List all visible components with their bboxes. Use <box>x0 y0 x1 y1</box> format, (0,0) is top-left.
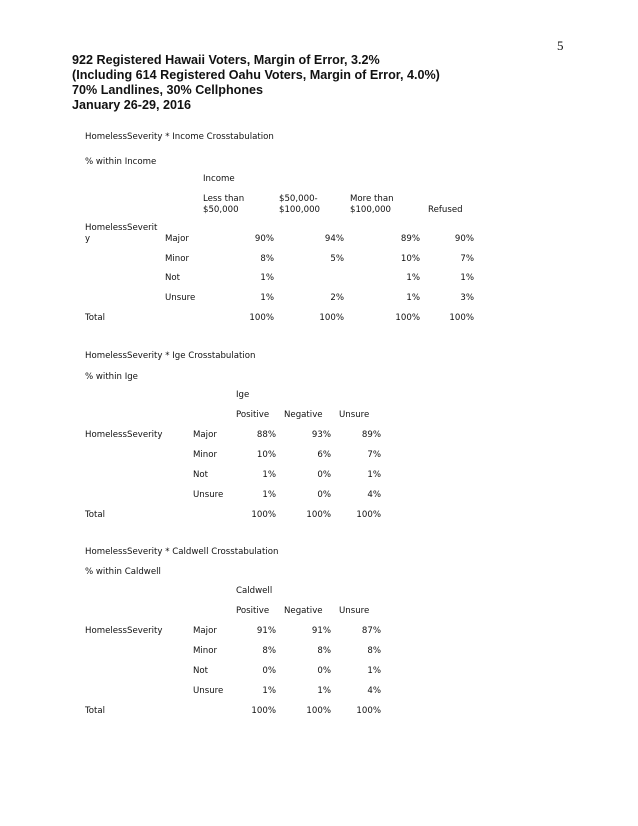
row-label: Major <box>193 626 217 636</box>
total-cell: 100% <box>395 313 420 323</box>
table-cell: 6% <box>317 450 331 460</box>
total-cell: 100% <box>251 510 276 520</box>
table-cell: 1% <box>260 273 274 283</box>
total-cell: 100% <box>319 313 344 323</box>
row-label: Major <box>165 234 189 244</box>
table-cell: 88% <box>256 430 276 440</box>
table-cell: 4% <box>367 686 381 696</box>
total-cell: 100% <box>449 313 474 323</box>
table-cell: 3% <box>460 293 474 303</box>
table-cell: 90% <box>254 234 274 244</box>
table-cell: 8% <box>262 646 276 656</box>
table-cell: 1% <box>406 273 420 283</box>
row-variable-label: HomelessSeverity <box>85 430 163 440</box>
column-group-label: Ige <box>236 390 250 400</box>
table-title: HomelessSeverity * Ige Crosstabulation <box>85 351 256 361</box>
column-group-label: Income <box>203 174 235 184</box>
column-header: Positive <box>236 606 270 616</box>
table-cell: 94% <box>324 234 344 244</box>
table-cell: 7% <box>367 450 381 460</box>
table-subtitle: % within Income <box>85 157 157 167</box>
table-cell: 1% <box>367 470 381 480</box>
total-cell: 100% <box>306 510 331 520</box>
table-cell: 91% <box>311 626 331 636</box>
table-cell: 2% <box>330 293 344 303</box>
column-header: $50,000 <box>203 205 239 215</box>
table-cell: 93% <box>311 430 331 440</box>
header-line-oahu: (Including 614 Registered Oahu Voters, Margin of Error, 4.0%) <box>72 68 440 82</box>
table-cell: 7% <box>460 254 474 264</box>
row-label: Unsure <box>165 293 196 303</box>
table-title: HomelessSeverity * Income Crosstabulation <box>85 132 274 142</box>
row-label: Minor <box>193 450 218 460</box>
page-number: 5 <box>557 38 564 53</box>
column-header: Negative <box>284 410 323 420</box>
table-subtitle: % within Ige <box>85 372 138 382</box>
total-label: Total <box>85 510 106 520</box>
table-cell: 1% <box>317 686 331 696</box>
total-cell: 100% <box>251 706 276 716</box>
table-title: HomelessSeverity * Caldwell Crosstabulation <box>85 547 279 557</box>
table-cell: 1% <box>262 490 276 500</box>
table-cell: 0% <box>317 490 331 500</box>
total-cell: 100% <box>249 313 274 323</box>
table-cell: 1% <box>460 273 474 283</box>
table-subtitle: % within Caldwell <box>85 567 161 577</box>
column-header: $100,000 <box>279 205 321 215</box>
table-cell: 0% <box>317 470 331 480</box>
table-cell: 10% <box>400 254 420 264</box>
column-header: Less than <box>203 194 245 204</box>
column-group-label: Caldwell <box>236 586 273 596</box>
total-cell: 100% <box>356 706 381 716</box>
header-line-dates: January 26-29, 2016 <box>72 98 192 112</box>
total-label: Total <box>85 313 106 323</box>
total-label: Total <box>85 706 106 716</box>
table-cell: 89% <box>361 430 381 440</box>
table-cell: 91% <box>256 626 276 636</box>
row-variable-label: HomelessSeverity <box>85 626 163 636</box>
column-header: Unsure <box>339 606 370 616</box>
row-label: Not <box>165 273 181 283</box>
table-cell: 1% <box>262 470 276 480</box>
column-header: $50,000- <box>279 194 318 204</box>
column-header: Positive <box>236 410 270 420</box>
column-header: $100,000 <box>350 205 392 215</box>
row-label: Unsure <box>193 686 224 696</box>
table-cell: 8% <box>317 646 331 656</box>
table-cell: 1% <box>367 666 381 676</box>
table-cell: 1% <box>260 293 274 303</box>
row-label: Major <box>193 430 217 440</box>
row-label: Minor <box>193 646 218 656</box>
column-header: Negative <box>284 606 323 616</box>
table-cell: 8% <box>367 646 381 656</box>
row-label: Not <box>193 470 209 480</box>
table-cell: 4% <box>367 490 381 500</box>
column-header: More than <box>350 194 394 204</box>
table-cell: 1% <box>406 293 420 303</box>
total-cell: 100% <box>306 706 331 716</box>
header-line-sample: 922 Registered Hawaii Voters, Margin of Error, 3.2% <box>72 53 380 67</box>
table-cell: 5% <box>330 254 344 264</box>
row-variable-label: HomelessSeverit <box>85 223 158 233</box>
table-cell: 1% <box>262 686 276 696</box>
column-header: Refused <box>428 205 463 215</box>
row-label: Not <box>193 666 209 676</box>
row-variable-label: y <box>85 234 91 244</box>
table-cell: 10% <box>256 450 276 460</box>
row-label: Minor <box>165 254 190 264</box>
survey-header <box>72 53 592 113</box>
table-cell: 89% <box>400 234 420 244</box>
table-cell: 90% <box>454 234 474 244</box>
table-cell: 8% <box>260 254 274 264</box>
row-label: Unsure <box>193 490 224 500</box>
header-line-phones: 70% Landlines, 30% Cellphones <box>72 83 264 97</box>
column-header: Unsure <box>339 410 370 420</box>
table-cell: 0% <box>262 666 276 676</box>
table-cell: 87% <box>361 626 381 636</box>
table-cell: 0% <box>317 666 331 676</box>
total-cell: 100% <box>356 510 381 520</box>
